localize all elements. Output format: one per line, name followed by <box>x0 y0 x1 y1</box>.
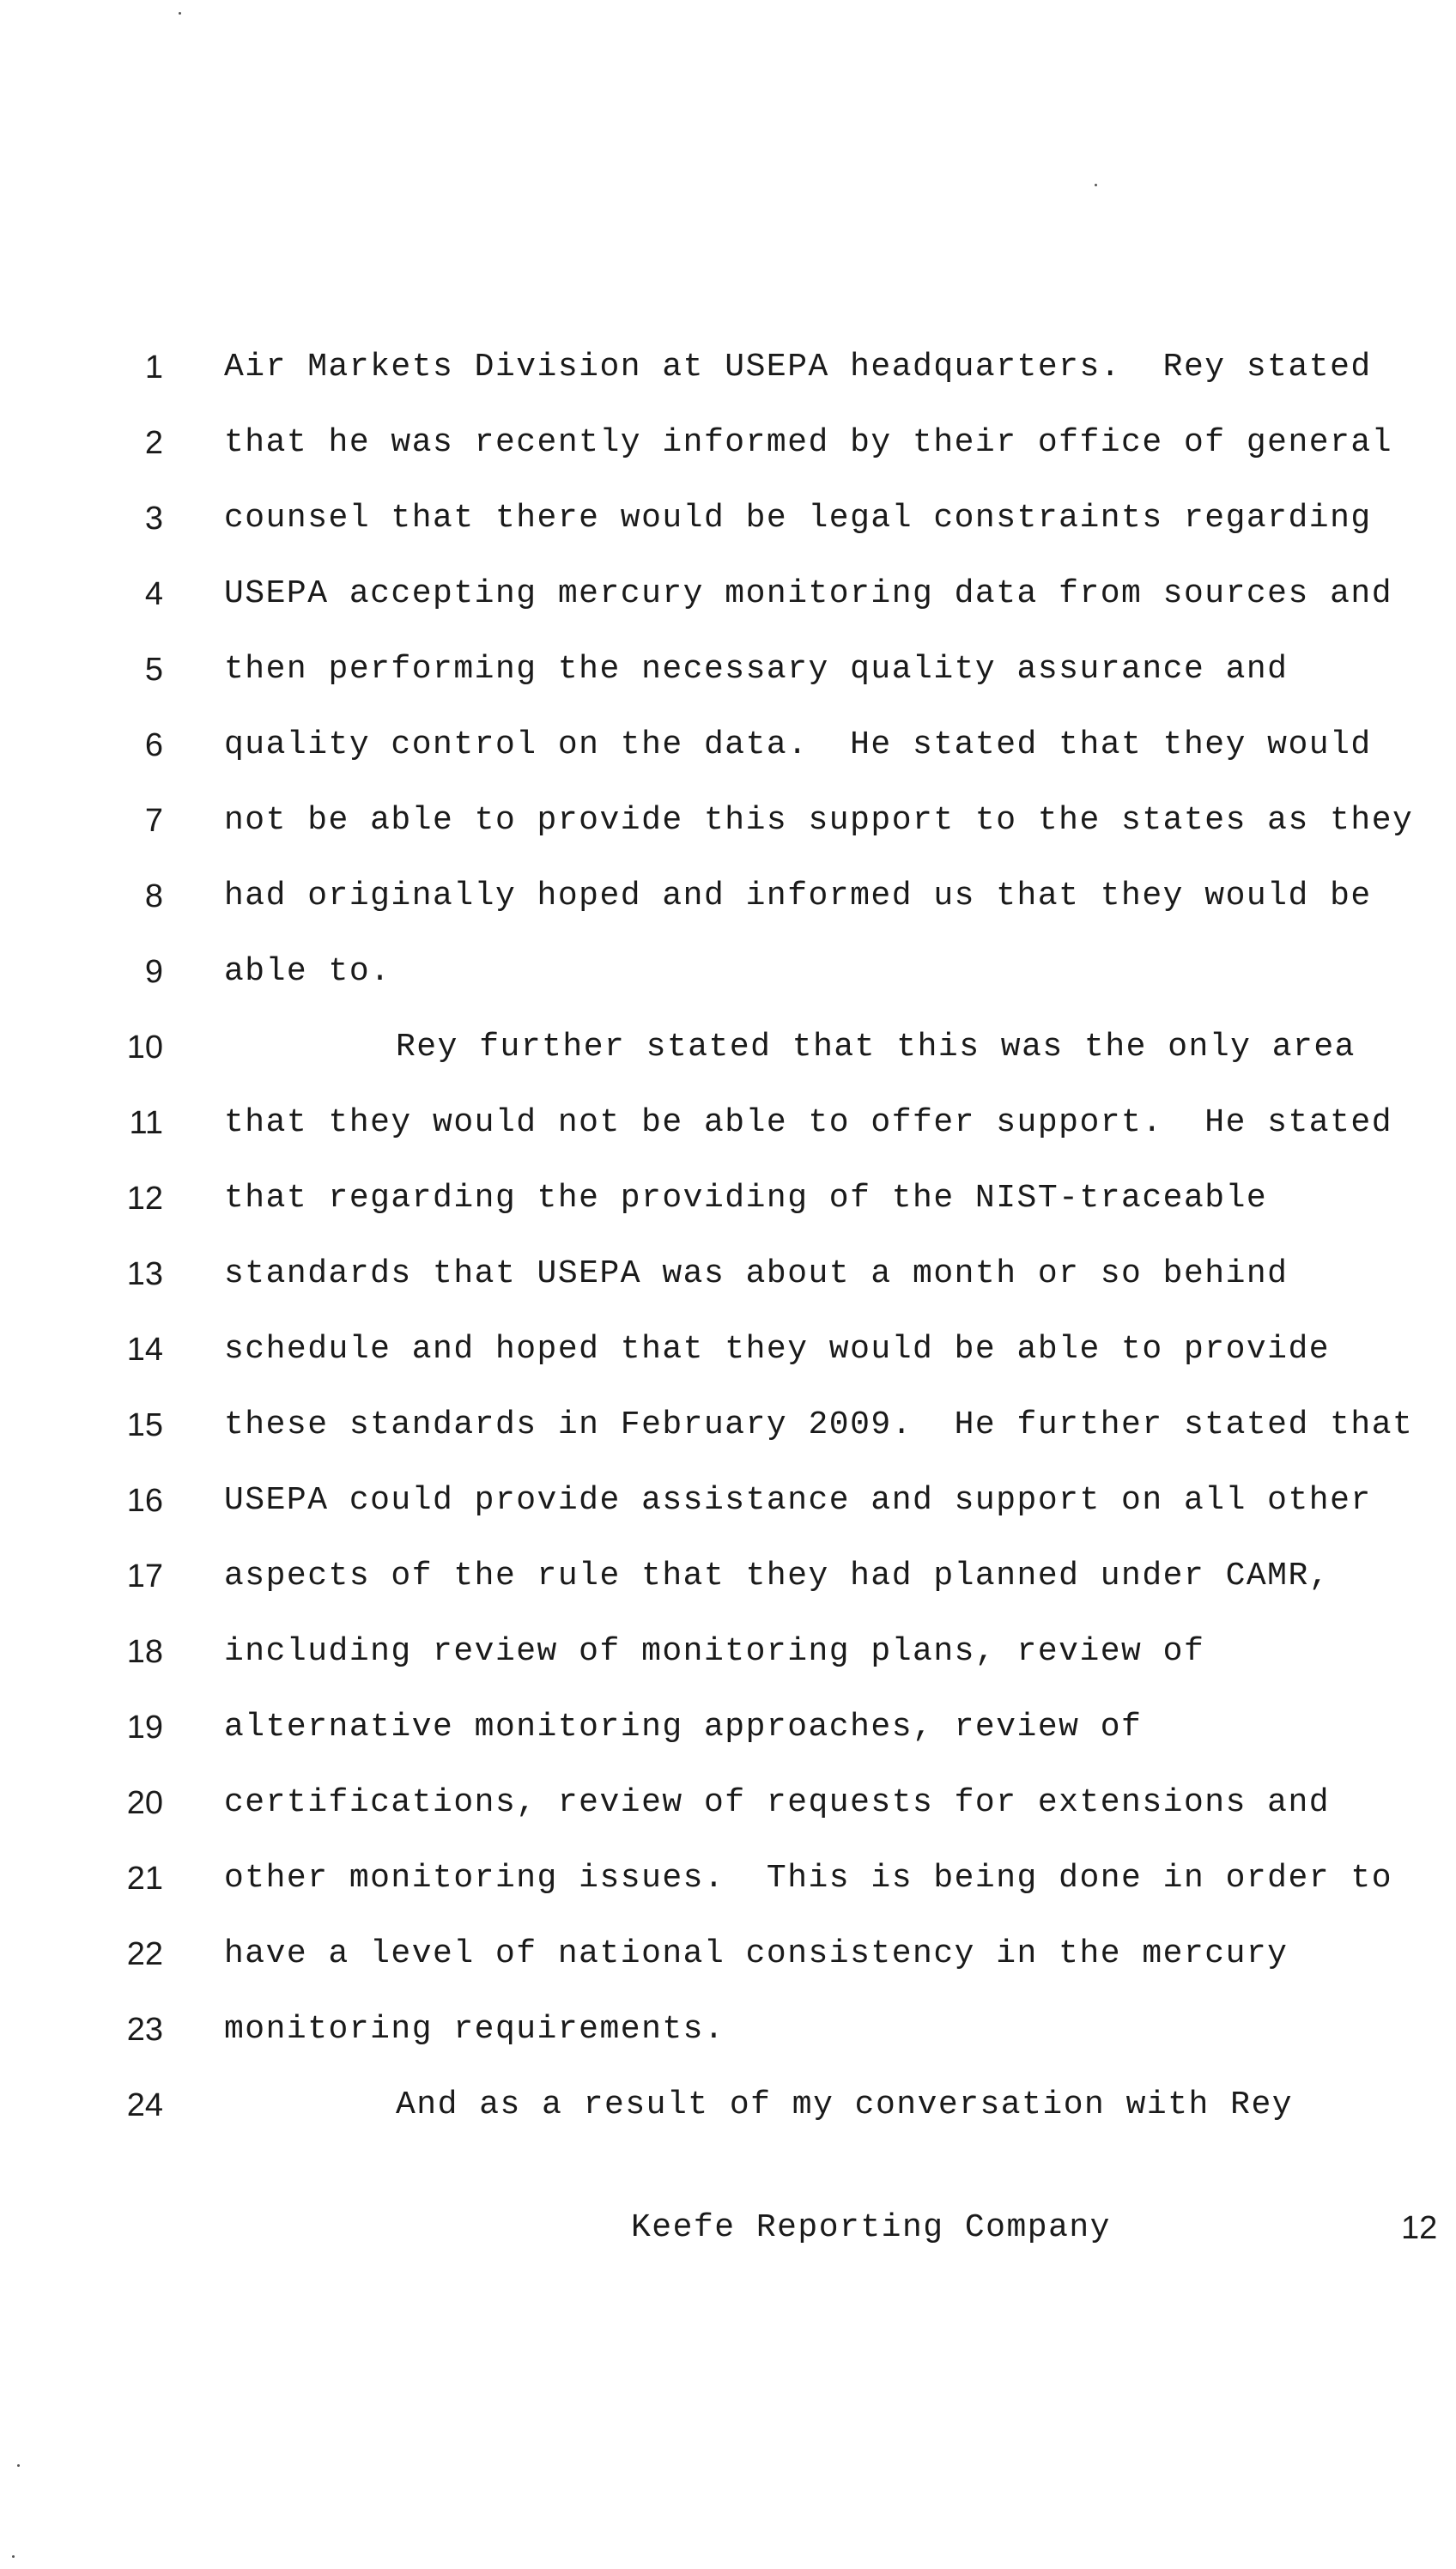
transcript-line <box>0 1248 1456 1324</box>
scan-speck <box>179 12 181 15</box>
transcript-line <box>0 1928 1456 2004</box>
line-text: quality control on the data. He stated that they would <box>224 726 1372 763</box>
page-footer <box>0 2202 1456 2254</box>
line-number: 23 <box>126 2012 163 2048</box>
transcript-line <box>0 568 1456 644</box>
line-number: 1 <box>144 349 163 386</box>
line-text: USEPA accepting mercury monitoring data from sources and <box>224 575 1393 612</box>
transcript-line <box>0 1702 1456 1777</box>
line-number: 13 <box>126 1256 163 1292</box>
line-text: have a level of national consistency in the mercury <box>224 1935 1289 1972</box>
line-text: alternative monitoring approaches, review of <box>224 1709 1143 1746</box>
page-number: 12 <box>1401 2210 1438 2246</box>
scan-speck <box>12 2555 15 2558</box>
transcript-line <box>0 493 1456 568</box>
line-number: 20 <box>126 1785 163 1821</box>
line-number: 16 <box>126 1483 163 1519</box>
transcript-line <box>0 1475 1456 1551</box>
transcript-line <box>0 1400 1456 1475</box>
line-number: 4 <box>144 576 163 612</box>
line-number: 21 <box>126 1861 163 1897</box>
transcript-line <box>0 342 1456 417</box>
scan-speck <box>17 2464 20 2467</box>
line-number: 11 <box>129 1105 163 1141</box>
scan-speck <box>1095 184 1097 186</box>
line-number: 6 <box>144 727 163 763</box>
line-text: schedule and hoped that they would be able to provide <box>224 1331 1331 1368</box>
line-number: 22 <box>126 1936 163 1972</box>
line-text: standards that USEPA was about a month or so behind <box>224 1255 1289 1292</box>
transcript-line <box>0 1626 1456 1702</box>
line-number: 15 <box>126 1407 163 1443</box>
line-text: aspects of the rule that they had planned under CAMR, <box>224 1558 1331 1594</box>
line-number: 19 <box>126 1710 163 1746</box>
line-text: that regarding the providing of the NIST-traceable <box>224 1180 1268 1217</box>
line-text: USEPA could provide assistance and support on all other <box>224 1482 1372 1519</box>
line-text: had originally hoped and informed us that they would be <box>224 878 1372 914</box>
reporting-company: Keefe Reporting Company <box>631 2209 1111 2246</box>
line-text: Rey further stated that this was the only area <box>396 1029 1356 1066</box>
transcript-line <box>0 795 1456 871</box>
line-text: that he was recently informed by their office of general <box>224 424 1393 461</box>
line-text: Air Markets Division at USEPA headquarters. Rey stated <box>224 349 1372 386</box>
line-number: 14 <box>126 1332 163 1368</box>
line-number: 18 <box>126 1634 163 1670</box>
line-number: 3 <box>144 501 163 537</box>
line-number: 17 <box>126 1558 163 1594</box>
line-text: not be able to provide this support to the states as they <box>224 802 1414 839</box>
line-number: 5 <box>144 652 163 688</box>
transcript-line <box>0 1022 1456 1097</box>
line-text: And as a result of my conversation with Rey <box>396 2086 1294 2123</box>
transcript-line <box>0 644 1456 720</box>
transcript-line <box>0 720 1456 795</box>
transcript-line <box>0 2080 1456 2155</box>
line-text: monitoring requirements. <box>224 2011 725 2048</box>
line-number: 9 <box>144 954 163 990</box>
line-text: other monitoring issues. This is being done in order to <box>224 1860 1393 1897</box>
line-number: 12 <box>126 1181 163 1217</box>
line-text: counsel that there would be legal constraints regarding <box>224 500 1372 537</box>
line-text: able to. <box>224 953 391 990</box>
transcript-line <box>0 1777 1456 1853</box>
line-number: 24 <box>126 2087 163 2123</box>
line-number: 8 <box>144 878 163 914</box>
line-text: these standards in February 2009. He further stated that <box>224 1406 1414 1443</box>
line-number: 10 <box>126 1029 163 1066</box>
transcript-line <box>0 1551 1456 1626</box>
line-text: then performing the necessary quality assurance and <box>224 651 1289 688</box>
transcript-lines <box>0 342 1456 2155</box>
transcript-line <box>0 1853 1456 1928</box>
line-number: 2 <box>144 425 163 461</box>
line-number: 7 <box>144 803 163 839</box>
transcript-line <box>0 2004 1456 2080</box>
line-text: including review of monitoring plans, review of <box>224 1633 1205 1670</box>
transcript-line <box>0 1324 1456 1400</box>
line-text: certifications, review of requests for extensions and <box>224 1784 1331 1821</box>
transcript-line <box>0 417 1456 493</box>
line-text: that they would not be able to offer support. He stated <box>224 1104 1393 1141</box>
transcript-line <box>0 946 1456 1022</box>
transcript-line <box>0 871 1456 946</box>
transcript-line <box>0 1173 1456 1248</box>
transcript-line <box>0 1097 1456 1173</box>
